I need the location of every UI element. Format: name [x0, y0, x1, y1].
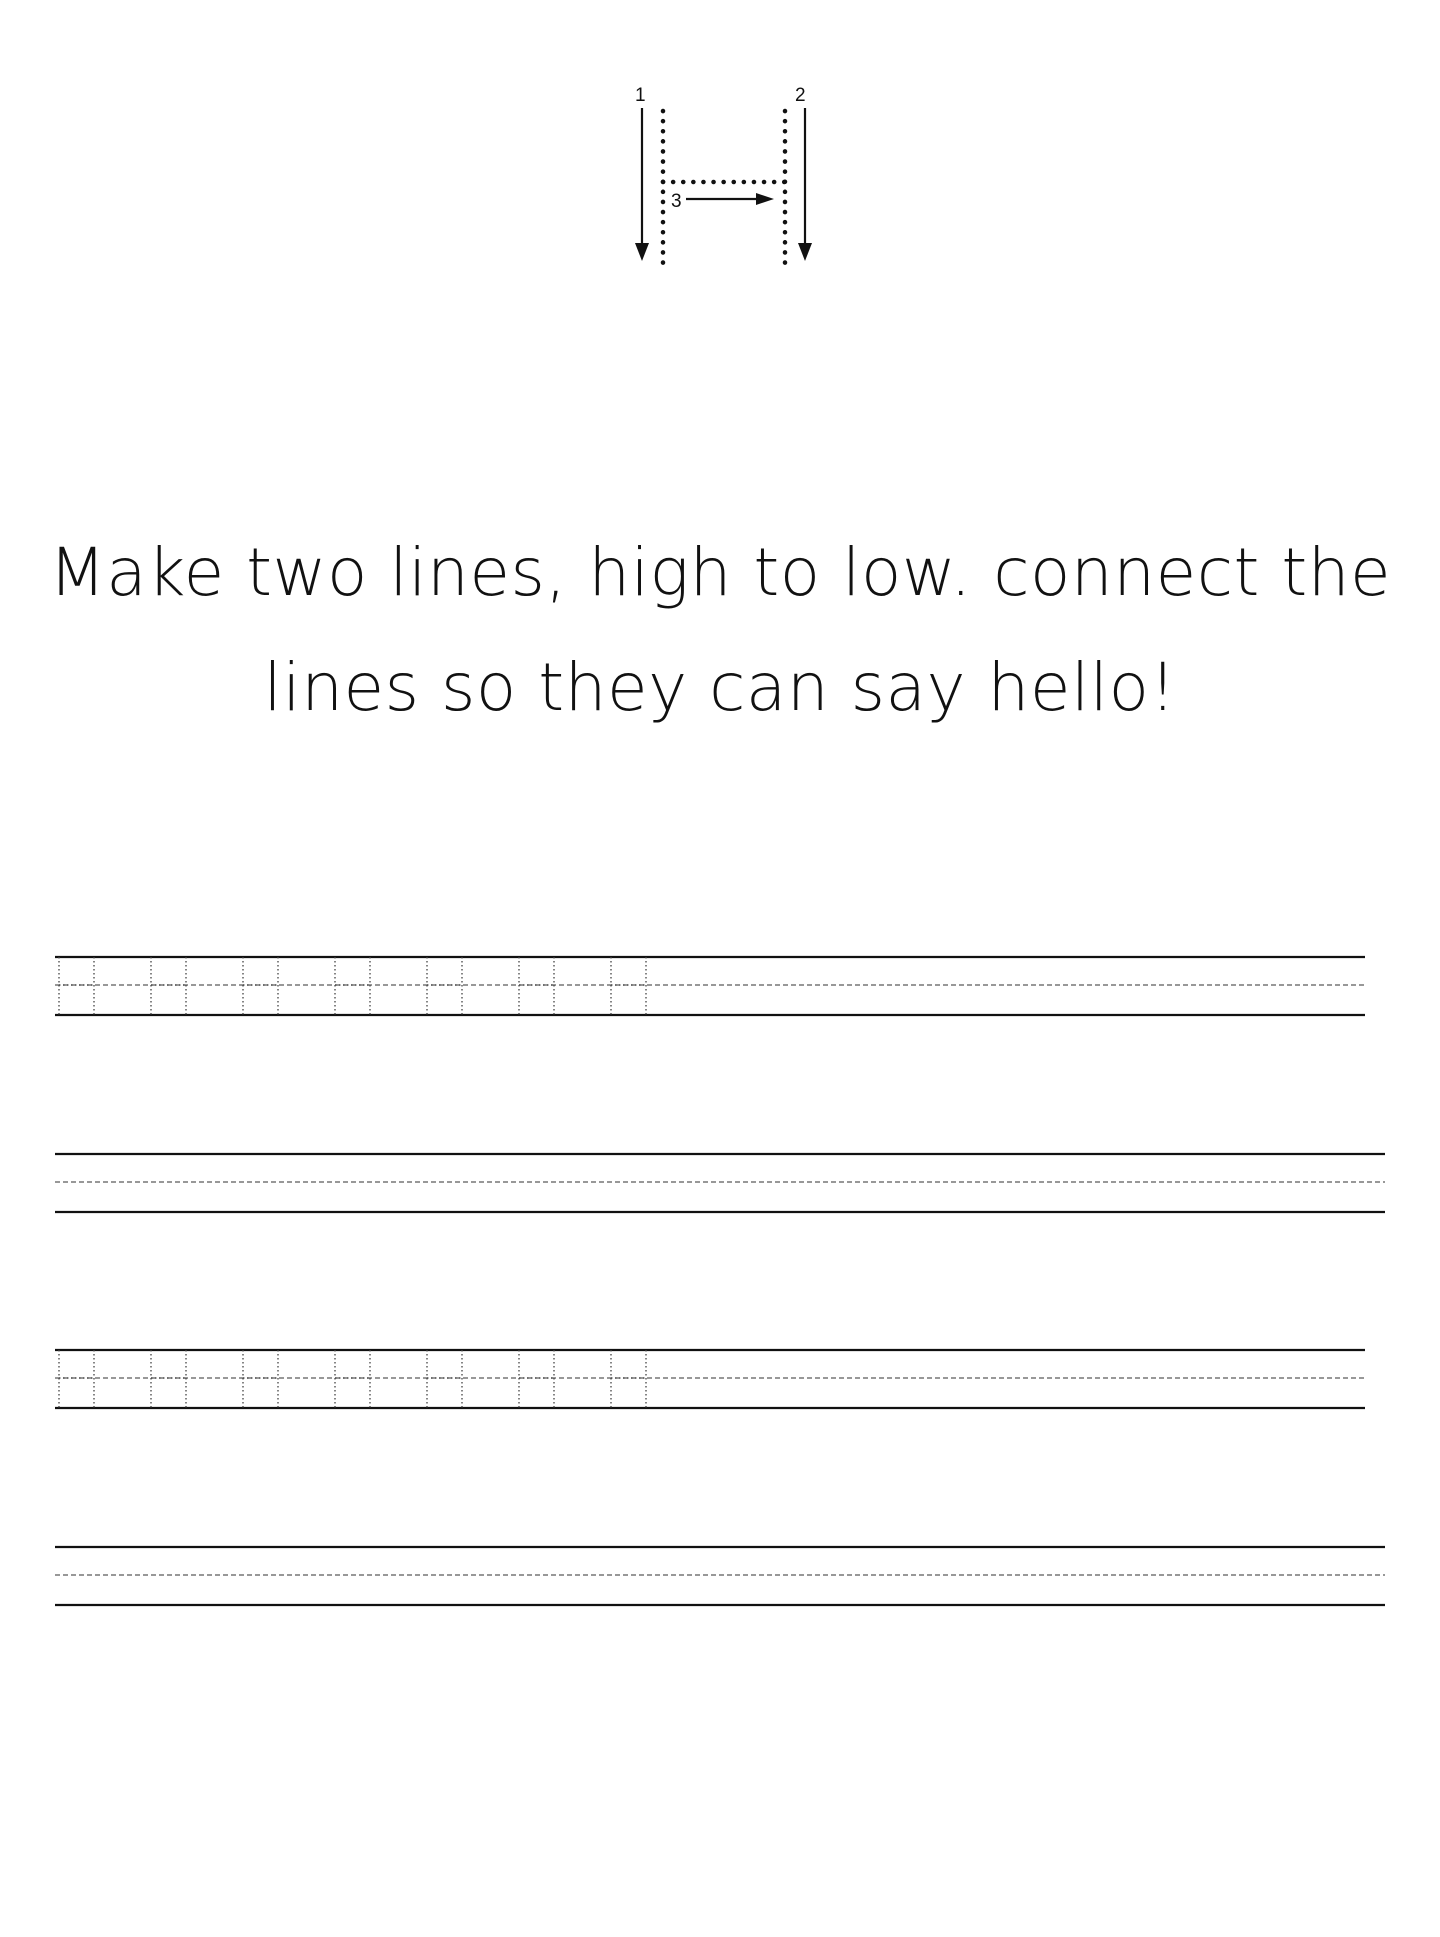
traced-letter-h [335, 957, 370, 1015]
traced-letter-h [611, 1350, 646, 1408]
stroke-number-3: 3 [671, 191, 682, 212]
traced-letter-h [519, 957, 554, 1015]
traced-letter-h [59, 1350, 94, 1408]
traced-letter-h [611, 957, 646, 1015]
stroke-number-1: 1 [635, 85, 646, 106]
traced-letter-h [519, 1350, 554, 1408]
traced-letter-h [243, 1350, 278, 1408]
practice-row-blank[interactable] [55, 1535, 1385, 1615]
traced-letter-h [151, 957, 186, 1015]
traced-letter-h [151, 1350, 186, 1408]
traced-letter-h [427, 1350, 462, 1408]
practice-row-traced[interactable] [55, 945, 1385, 1025]
traced-letter-h [243, 957, 278, 1015]
stroke-number-2: 2 [795, 85, 806, 106]
traced-letter-h [427, 957, 462, 1015]
stroke-order-diagram [620, 75, 840, 280]
stroke-3-arrowhead [756, 193, 774, 205]
stroke-2-arrowhead [798, 243, 812, 261]
practice-row-blank[interactable] [55, 1142, 1385, 1222]
instruction-line-2: lines so they can say hello! [263, 649, 1177, 726]
traced-letter-h [335, 1350, 370, 1408]
practice-row-traced[interactable] [55, 1338, 1385, 1418]
traced-letter-h [59, 957, 94, 1015]
stroke-1-arrowhead [635, 243, 649, 261]
instruction-line-1: Make two lines, high to low. connect the [48, 534, 1392, 611]
